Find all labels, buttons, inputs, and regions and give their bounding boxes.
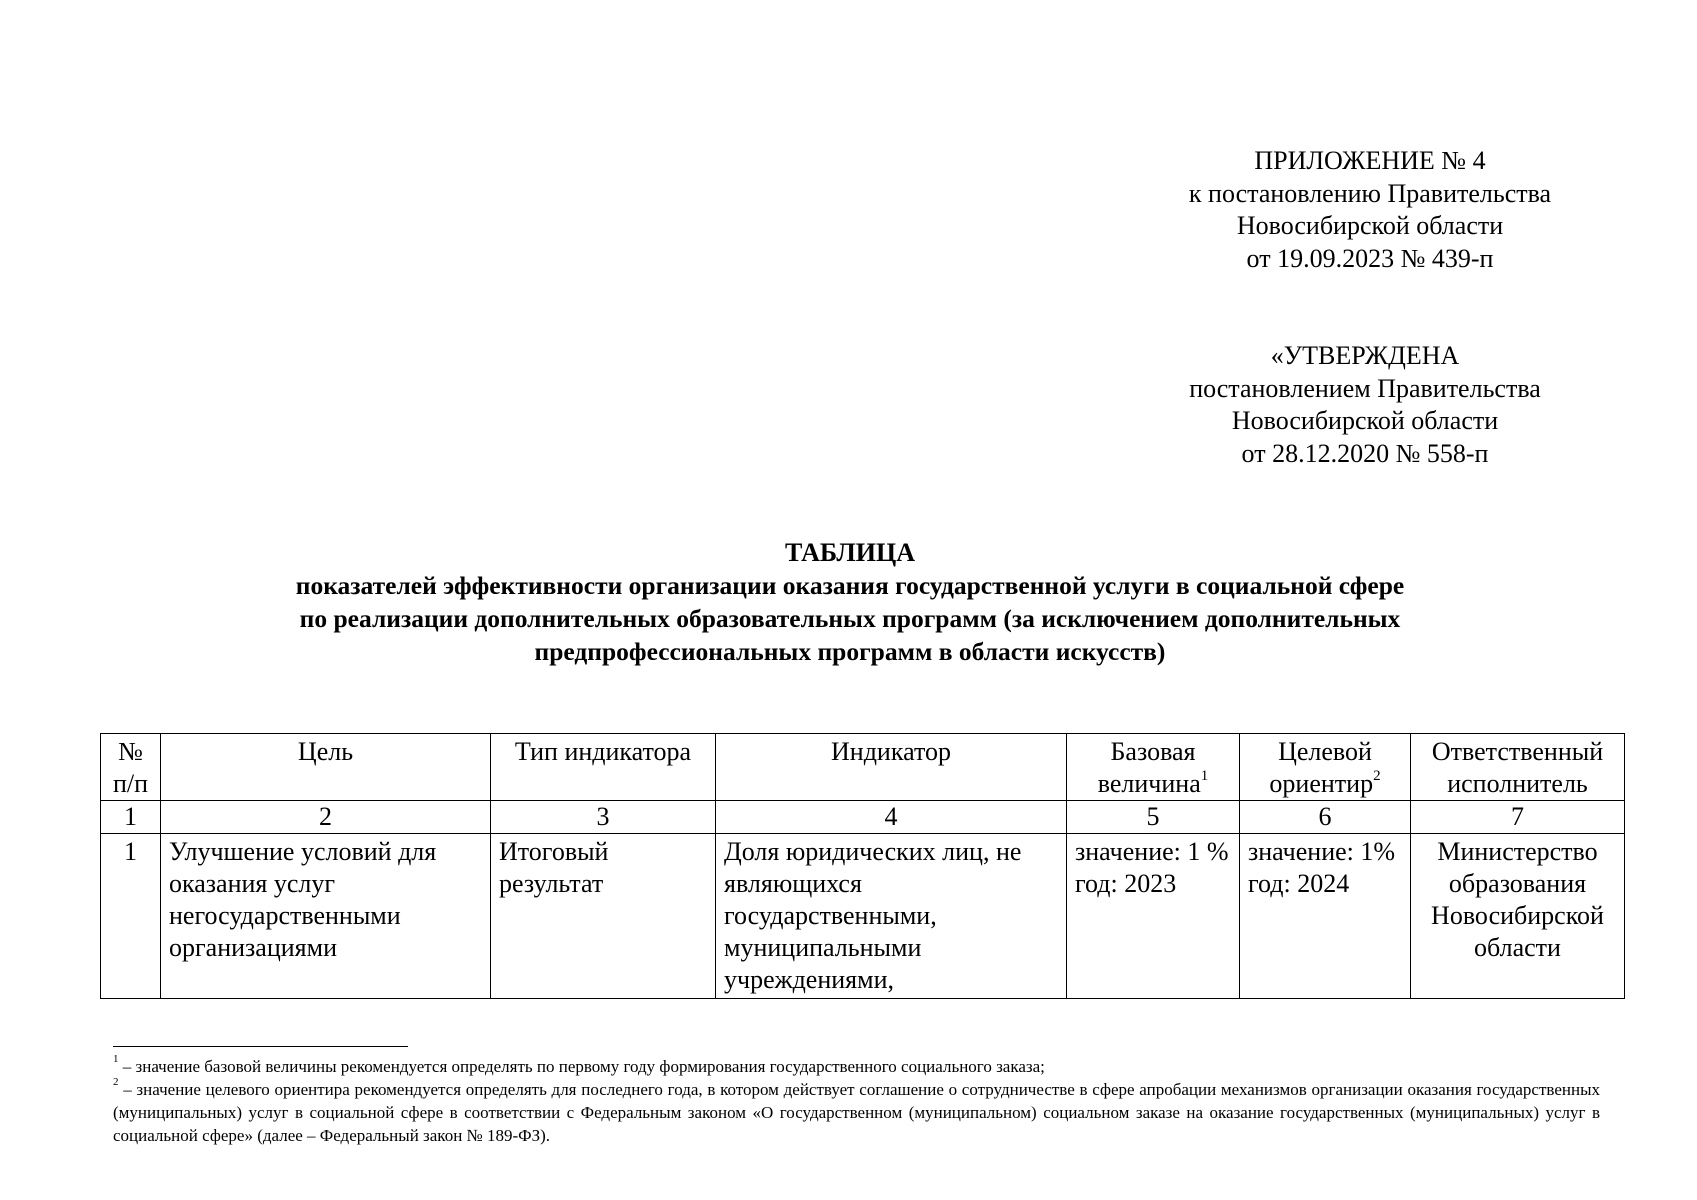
approval-line: постановлением Правительства — [1189, 373, 1541, 403]
approval-header — [1125, 340, 1605, 470]
document-title — [170, 536, 1530, 668]
header-base — [1067, 734, 1240, 801]
footnote-1 — [113, 1055, 1600, 1078]
cell-type-text: Итоговый результат — [499, 837, 609, 898]
header-type: Тип индикатора — [491, 734, 716, 801]
header-base-label: Базовая величина — [1097, 737, 1201, 798]
cell-indicator-text: Доля юридических лиц, не являющихся государственными, муниципальными учреждениями, — [724, 837, 1022, 994]
appendix-line: от 19.09.2023 № 439-п — [1246, 243, 1494, 273]
footnotes — [113, 1055, 1600, 1147]
cell-num — [101, 834, 161, 999]
appendix-line: Новосибирской области — [1236, 211, 1504, 240]
cell-target — [1240, 834, 1411, 999]
appendix-line: ПРИЛОЖЕНИЕ № 4 — [1254, 146, 1486, 175]
footnote-1-text: – значение базовой величины рекомендуется определять по первому году формирования государственного социального заказа; — [118, 1057, 1045, 1076]
appendix-header — [1130, 145, 1610, 275]
column-number: 6 — [1240, 801, 1411, 834]
header-num: № п/п — [101, 734, 161, 801]
column-number: 4 — [716, 801, 1067, 834]
approval-line: от 28.12.2020 № 558-п — [1241, 438, 1489, 468]
cell-goal — [161, 834, 491, 999]
cell-base — [1067, 834, 1240, 999]
header-target-label: Целевой ориентир — [1269, 737, 1374, 798]
cell-type — [491, 834, 716, 999]
cell-goal-text: Улучшение условий для оказания услуг негосударственными организациями — [169, 837, 437, 962]
title-line: по реализации дополнительных образовательных программ (за исключением дополнительных — [299, 604, 1401, 633]
column-number: 1 — [101, 801, 161, 834]
cell-target-text: значение: 1% год: 2024 — [1248, 837, 1396, 898]
table-header-row — [101, 734, 1625, 801]
cell-indicator — [716, 834, 1067, 999]
footnote-2-text: – значение целевого ориентира рекомендуется определять для последнего года, в котором действует соглашение о сотрудничестве в сфере апробации механизмов организации оказания государственных (муниципальных) услуг в социальной сфере в соответствии с Федеральным законом «О государственном (муниципальном) социальном заказе на оказание государственных (муниципальных) услуг в социальной сфере» (далее – Федеральный закон № 189-ФЗ). — [113, 1080, 1600, 1145]
footnote-2 — [113, 1078, 1600, 1147]
title-line: ТАБЛИЦА — [785, 538, 915, 567]
cell-base-text: значение: 1 % год: 2023 — [1075, 837, 1229, 898]
cell-responsible — [1411, 834, 1625, 999]
column-number: 3 — [491, 801, 716, 834]
approval-line: «УТВЕРЖДЕНА — [1270, 341, 1460, 370]
cell-num-text: 1 — [124, 837, 137, 866]
footnote-ref-1: 1 — [1200, 768, 1209, 785]
header-target — [1240, 734, 1411, 801]
table-row — [101, 834, 1625, 999]
title-line: предпрофессиональных программ в области искусств) — [534, 637, 1166, 666]
cell-responsible-text: Министерство образования Новосибирской области — [1431, 837, 1604, 962]
header-goal: Цель — [161, 734, 491, 801]
footnote-ref-2: 2 — [1373, 768, 1381, 785]
header-responsible: Ответственный исполнитель — [1411, 734, 1625, 801]
footnote-2-mark: 2 — [113, 1076, 119, 1089]
footnote-divider — [113, 1046, 408, 1047]
appendix-line: к постановлению Правительства — [1188, 178, 1552, 208]
title-line: показателей эффективности организации оказания государственной услуги в социальной сфере — [295, 571, 1405, 600]
indicators-table — [100, 733, 1625, 999]
approval-line: Новосибирской области — [1231, 406, 1499, 435]
column-number-row — [101, 801, 1625, 834]
footnote-1-mark: 1 — [113, 1053, 119, 1066]
header-indicator: Индикатор — [716, 734, 1067, 801]
column-number: 5 — [1067, 801, 1240, 834]
column-number: 2 — [161, 801, 491, 834]
column-number: 7 — [1411, 801, 1625, 834]
